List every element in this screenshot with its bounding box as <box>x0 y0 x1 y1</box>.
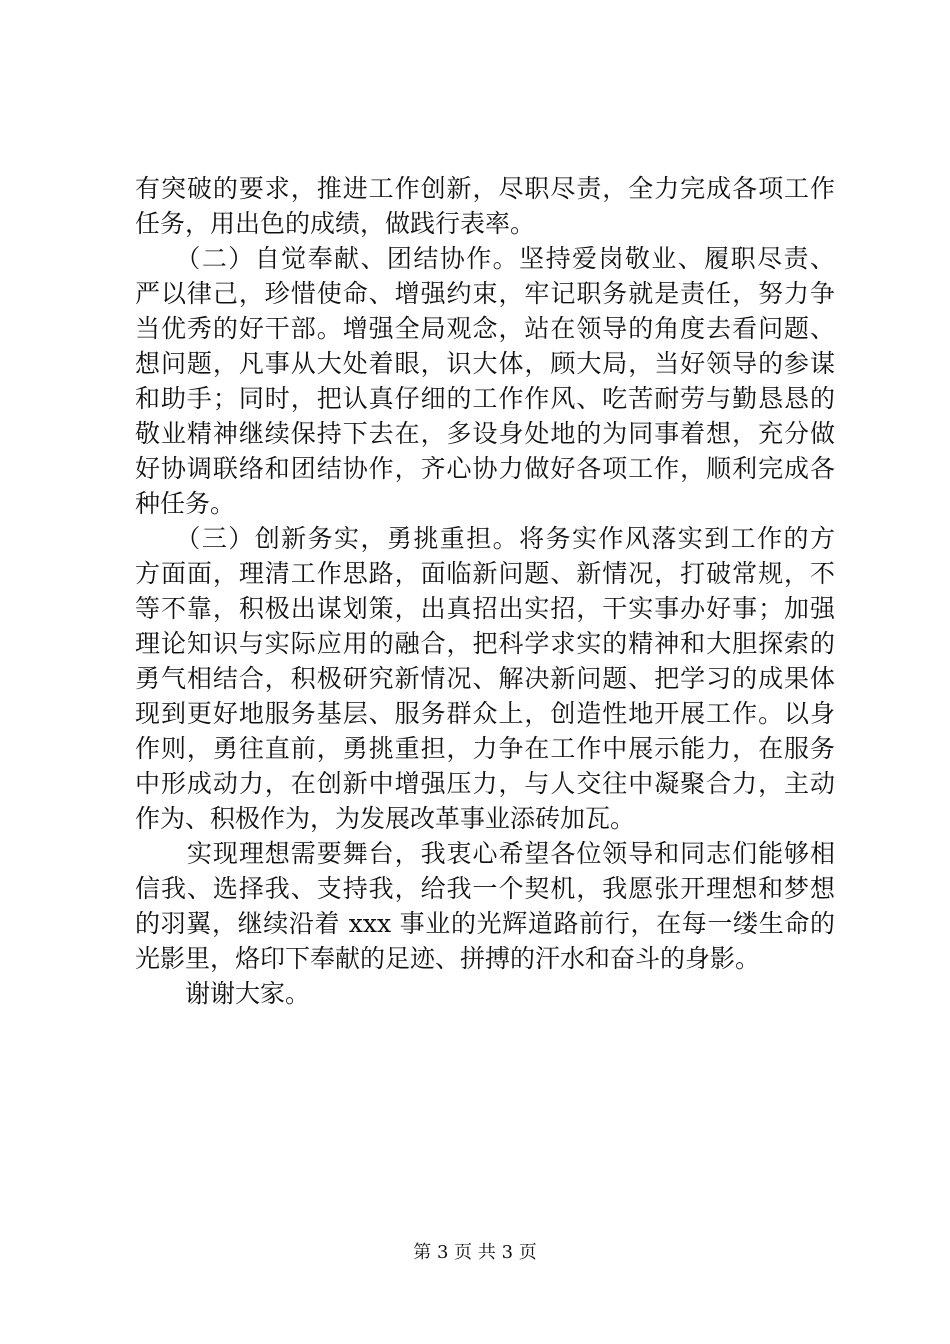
text-line: 好协调联络和团结协作，齐心协力做好各项工作，顺利完成各 <box>135 454 835 483</box>
text-line: 种任务。 <box>135 489 236 518</box>
text-line: 光影里，烙印下奉献的足迹、拼搏的汗水和奋斗的身影。 <box>135 944 761 973</box>
text-line: （二）自觉奉献、团结协作。坚持爱岗敬业、履职尽责、 <box>135 244 835 273</box>
text-line: （三）创新务实，勇挑重担。将务实作风落实到工作的方 <box>135 524 835 553</box>
text-line: 方面面，理清工作思路，面临新问题、新情况，打破常规，不 <box>135 559 835 588</box>
text-line: 等不靠，积极出谋划策，出真招出实招，干实事办好事；加强 <box>135 594 835 623</box>
document-body <box>135 171 835 1011</box>
text-line: 当优秀的好干部。增强全局观念，站在领导的角度去看问题、 <box>135 314 835 343</box>
page-footer <box>0 1241 950 1265</box>
text-line: 和助手；同时，把认真仔细的工作作风、吃苦耐劳与勤恳恳的 <box>135 384 835 413</box>
text-line: 作为、积极作为，为发展改革事业添砖加瓦。 <box>135 804 636 833</box>
text-line: 实现理想需要舞台，我衷心希望各位领导和同志们能够相 <box>135 839 835 868</box>
text-line: 严以律己，珍惜使命、增强约束，牢记职务就是责任，努力争 <box>135 279 835 308</box>
text-line: 中形成动力，在创新中增强压力，与人交往中凝聚合力，主动 <box>135 769 835 798</box>
text-line: 有突破的要求，推进工作创新，尽职尽责，全力完成各项工作 <box>135 174 835 203</box>
text-line: 的羽翼，继续沿着 xxx 事业的光辉道路前行，在每一缕生命的 <box>135 909 835 938</box>
text-line: 任务，用出色的成绩，做践行表率。 <box>135 209 536 238</box>
text-line: 作则，勇往直前，勇挑重担，力争在工作中展示能力，在服务 <box>135 734 835 763</box>
text-line: 理论知识与实际应用的融合，把科学求实的精神和大胆探索的 <box>135 629 835 658</box>
text-line: 现到更好地服务基层、服务群众上，创造性地开展工作。以身 <box>135 699 835 728</box>
text-line: 信我、选择我、支持我，给我一个契机，我愿张开理想和梦想 <box>135 874 835 903</box>
text-line: 谢谢大家。 <box>135 979 311 1008</box>
text-line: 敬业精神继续保持下去在，多设身处地的为同事着想，充分做 <box>135 419 835 448</box>
text-line: 勇气相结合，积极研究新情况、解决新问题、把学习的成果体 <box>135 664 835 693</box>
page-number-label: 第 3 页 共 3 页 <box>413 1242 537 1263</box>
text-line: 想问题，凡事从大处着眼，识大体，顾大局，当好领导的参谋 <box>135 349 835 378</box>
